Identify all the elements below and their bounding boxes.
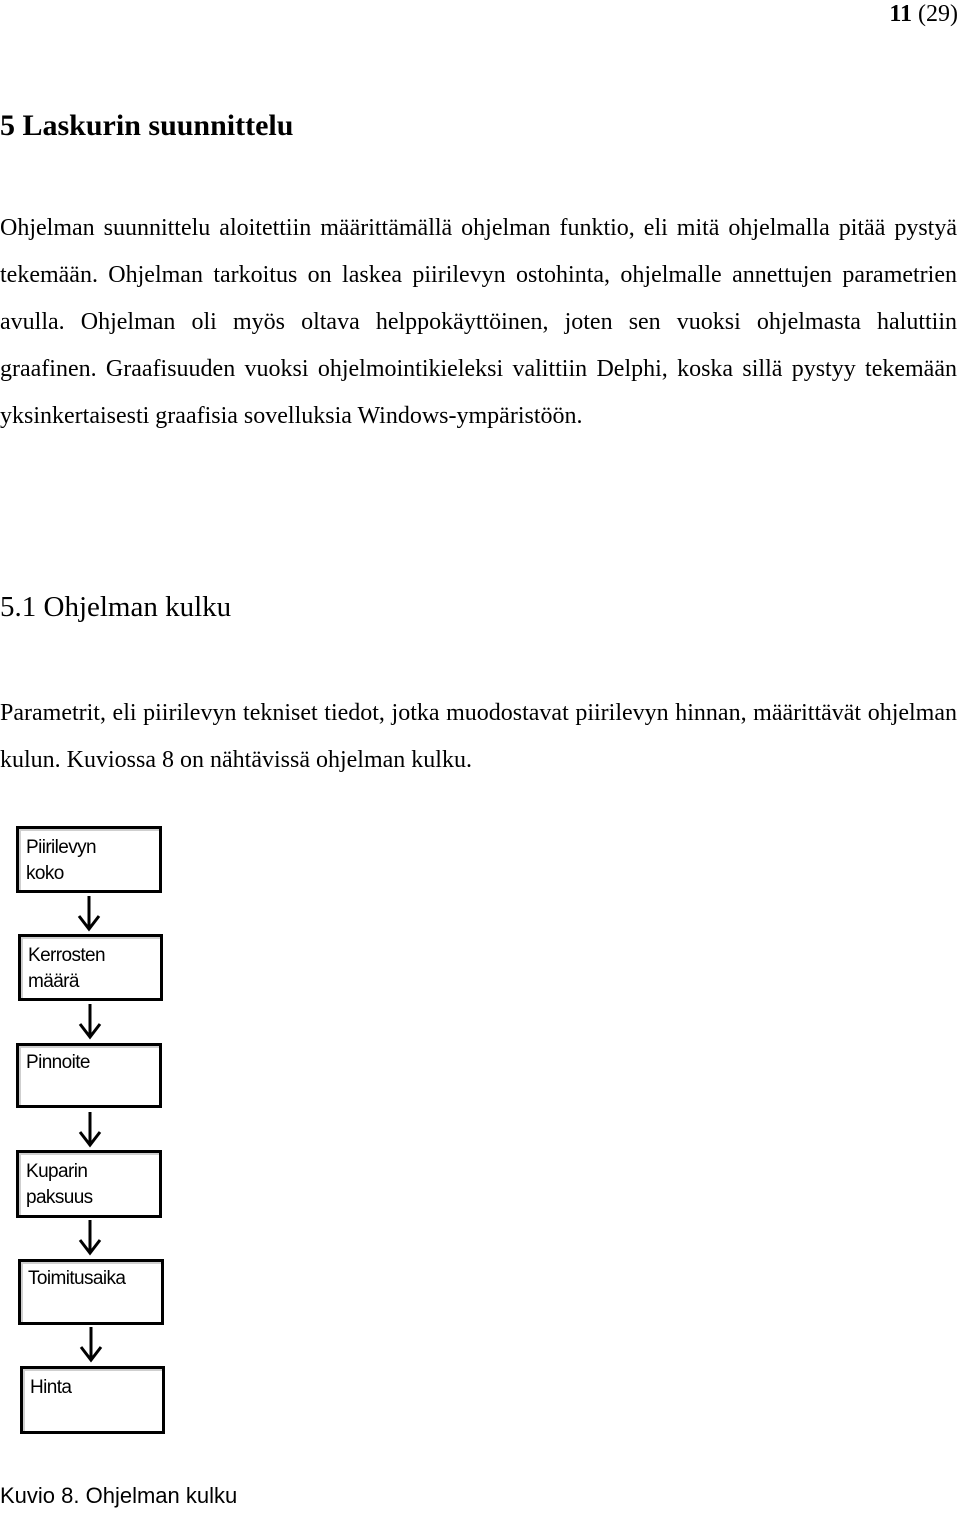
page-number-total: (29) bbox=[918, 1, 958, 27]
flow-step-piirilevyn-koko: Piirilevyn koko bbox=[16, 826, 162, 893]
chapter-paragraph: Ohjelman suunnittelu aloitettiin määrittämällä ohjelman funktio, eli mitä ohjelmalla pitää pystyä tekemään. Ohjelman tarkoitus on laskea piirilevyn ostohinta, ohjelmalle annettujen parametrien avulla. Ohjelman oli myös oltava helppokäyttöinen, joten sen vuoksi ohjelmasta haluttiin graafinen. Graafisuuden vuoksi ohjelmointikieleksi valittiin Delphi, koska sillä pystyy tekemään yksinkertaisesti graafisia sovelluksia Windows-ympäristöön. bbox=[0, 215, 957, 429]
arrow-down-icon bbox=[77, 1112, 103, 1148]
figure-caption: Kuvio 8. Ohjelman kulku bbox=[0, 1483, 238, 1508]
flow-step-kerrosten-maara: Kerrosten määrä bbox=[18, 934, 163, 1001]
flow-step-kuparin-paksuus: Kuparin paksuus bbox=[16, 1150, 162, 1218]
arrow-down-icon bbox=[77, 1220, 103, 1256]
chapter-title: 5 Laskurin suunnittelu bbox=[0, 109, 294, 142]
flowchart bbox=[0, 820, 200, 1460]
flow-step-pinnoite: Pinnoite bbox=[16, 1043, 162, 1108]
section-paragraph: Parametrit, eli piirilevyn tekniset tiedot, jotka muodostavat piirilevyn hinnan, määrittävät ohjelman kulun. Kuviossa 8 on nähtävissä ohjelman kulku. bbox=[0, 700, 957, 773]
page-number bbox=[889, 0, 958, 28]
section-title: 5.1 Ohjelman kulku bbox=[0, 591, 232, 623]
arrow-down-icon bbox=[78, 1327, 104, 1363]
arrow-down-icon bbox=[77, 1004, 103, 1040]
flow-step-hinta: Hinta bbox=[20, 1366, 165, 1434]
flow-step-toimitusaika: Toimitusaika bbox=[18, 1259, 164, 1325]
arrow-down-icon bbox=[76, 896, 102, 932]
page-number-current: 11 bbox=[889, 1, 913, 27]
